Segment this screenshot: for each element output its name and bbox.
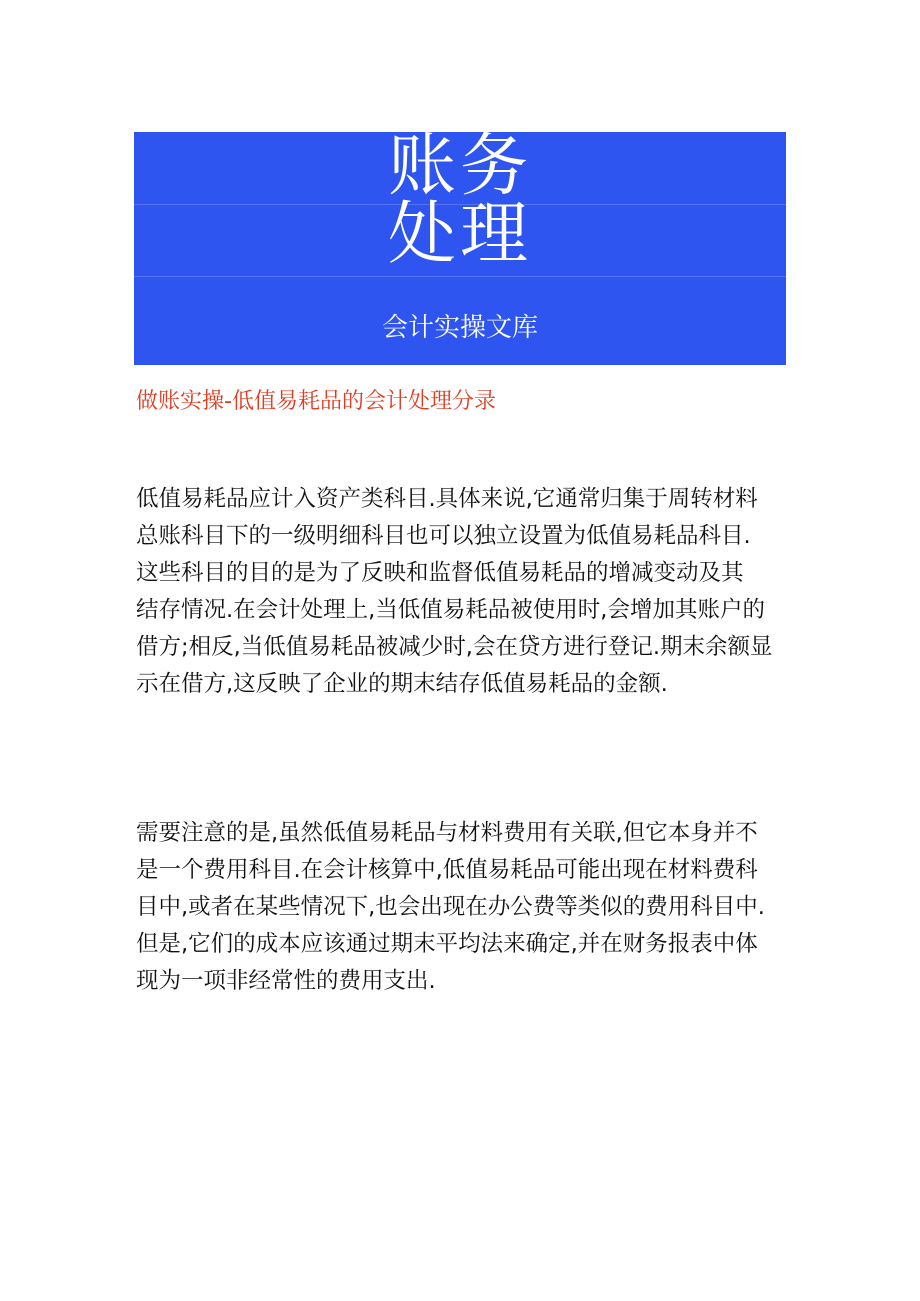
paragraph-line: 但是,它们的成本应该通过期末平均法来确定,并在财务报表中体 (136, 931, 758, 957)
paragraph-line: 这些科目的目的是为了反映和监督低值易耗品的增减变动及其 (136, 560, 744, 586)
banner-subtitle: 会计实操文库 (381, 313, 538, 343)
banner-title-line1: 账务 (387, 127, 532, 206)
banner-divider (134, 276, 786, 277)
document-title: 做账实操-低值易耗品的会计处理分录 (136, 389, 496, 414)
paragraph-line: 低值易耗品应计入资产类科目.具体来说,它通常归集于周转材料 (136, 486, 758, 512)
paragraph (136, 481, 796, 703)
paragraph (136, 815, 796, 1000)
banner-title-line2: 处理 (387, 195, 532, 274)
paragraph-line: 结存情况.在会计处理上,当低值易耗品被使用时,会增加其账户的 (136, 597, 765, 623)
paragraph-line: 借方;相反,当低值易耗品被减少时,会在贷方进行登记.期末余额显 (136, 634, 773, 660)
paragraph-line: 是一个费用科目.在会计核算中,低值易耗品可能出现在材料费科 (136, 857, 758, 883)
paragraph-line: 目中,或者在某些情况下,也会出现在办公费等类似的费用科目中. (136, 894, 765, 920)
paragraph-line: 总账科目下的一级明细科目也可以独立设置为低值易耗品科目. (136, 523, 751, 549)
paragraph-line: 示在借方,这反映了企业的期末结存低值易耗品的金额. (136, 671, 668, 697)
paragraph-line: 需要注意的是,虽然低值易耗品与材料费用有关联,但它本身并不 (136, 820, 758, 846)
paragraph-line: 现为一项非经常性的费用支出. (136, 968, 436, 994)
